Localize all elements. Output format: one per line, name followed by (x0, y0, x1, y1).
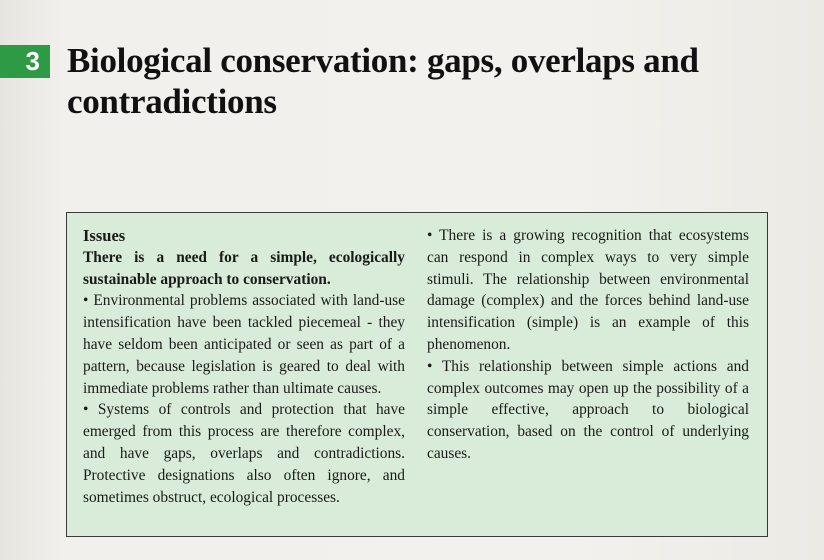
issues-paragraph-2: • Systems of controls and protection that have emerged from this process are therefore complex, and have gaps, overlaps and contradictions. Protective designations also often ignore, and sometimes obstruct, ecological processes. (83, 401, 405, 506)
issues-right-column (427, 225, 749, 465)
issues-heading: Issues (83, 226, 126, 245)
issues-intro: There is a need for a simple, ecologically sustainable approach to conservation. (83, 248, 405, 288)
issues-paragraph-3: • There is a growing recognition that ecosystems can respond in complex ways to very simple stimuli. The relationship between environmental damage (complex) and the forces behind land-use intensification (simple) is an example of this phenomenon. (427, 227, 749, 353)
chapter-number-badge: 3 (0, 45, 50, 78)
issues-paragraph-1: • Environmental problems associated with land-use intensification have been tackled piecemeal - they have seldom been anticipated or seen as part of a pattern, because legislation is geared to deal with immediate problems rather than ultimate causes. (83, 292, 405, 397)
issues-left-column (83, 225, 405, 508)
issues-box (66, 212, 768, 537)
issues-paragraph-4: • This relationship between simple actions and complex outcomes may open up the possibility of a simple effective, approach to biological conservation, based on the control of underlying causes. (427, 357, 749, 462)
chapter-title: Biological conservation: gaps, overlaps and contradictions (67, 41, 699, 121)
